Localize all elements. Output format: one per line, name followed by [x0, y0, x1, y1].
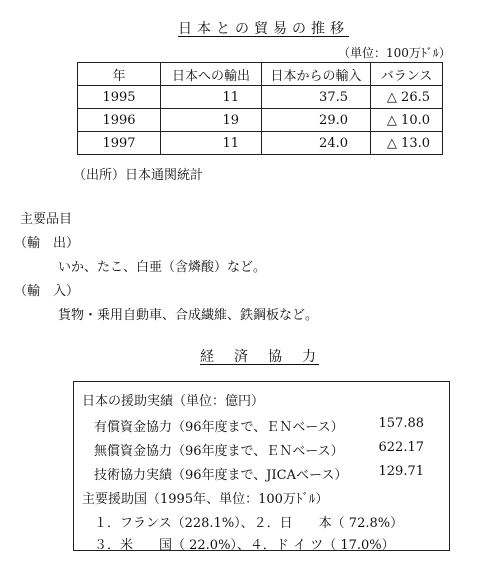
aid-item-label: 無償資金協力（96年度まで、ＥＮベース）	[94, 444, 344, 459]
page-title: 日本との貿易の推移	[178, 21, 349, 37]
donors-line: １．フランス（228.1%）、２．日 本（ 72.8%）	[94, 516, 404, 531]
header-import: 日本からの輸入	[262, 63, 371, 86]
cell-balance: △ 10.0	[371, 109, 443, 132]
header-export: 日本への輸出	[161, 63, 262, 86]
cell-export: 11	[161, 132, 262, 155]
table-row	[78, 86, 443, 109]
unit-note: （単位：100万ﾄﾞﾙ）	[338, 46, 451, 60]
cell-year: 1997	[78, 132, 161, 155]
aid-item-value: 622.17	[378, 440, 424, 455]
table-header-row	[78, 63, 443, 86]
export-items: いか、たこ、白亜（含燐酸）など。	[58, 260, 267, 275]
aid-item-label: 技術協力実績（96年度まで、JICAベース）	[94, 468, 348, 483]
cell-year: 1996	[78, 109, 161, 132]
aid-item-label: 有償資金協力（96年度まで、ＥＮベース）	[94, 420, 344, 435]
cell-import: 24.0	[262, 132, 371, 155]
export-label: （輸 出）	[14, 236, 80, 251]
aid-box	[73, 381, 450, 551]
donors-title: 主要援助国（1995年、単位：100万ﾄﾞﾙ）	[82, 492, 329, 507]
header-year: 年	[78, 63, 161, 86]
aid-item-value: 129.71	[378, 464, 424, 479]
cell-export: 19	[161, 109, 262, 132]
cell-export: 11	[161, 86, 262, 109]
donors-line: ３．米 国（ 22.0%）、４．ド イ ツ（ 17.0%）	[94, 538, 395, 553]
table-row	[78, 109, 443, 132]
import-items: 貨物・乗用自動車、合成繊維、鉄鋼板など。	[58, 308, 319, 323]
table-row	[78, 132, 443, 155]
aid-item-value: 157.88	[378, 416, 424, 431]
section-heading: 経 済 協 力	[200, 349, 319, 365]
source-note: （出所）日本通関統計	[73, 168, 204, 183]
goods-heading: 主要品目	[20, 212, 73, 227]
import-label: （輸 入）	[14, 284, 80, 299]
cell-balance: △ 26.5	[371, 86, 443, 109]
cell-year: 1995	[78, 86, 161, 109]
cell-balance: △ 13.0	[371, 132, 443, 155]
cell-import: 29.0	[262, 109, 371, 132]
cell-import: 37.5	[262, 86, 371, 109]
aid-title: 日本の援助実績（単位：億円）	[82, 394, 265, 409]
trade-table	[77, 62, 443, 155]
header-balance: バランス	[371, 63, 443, 86]
